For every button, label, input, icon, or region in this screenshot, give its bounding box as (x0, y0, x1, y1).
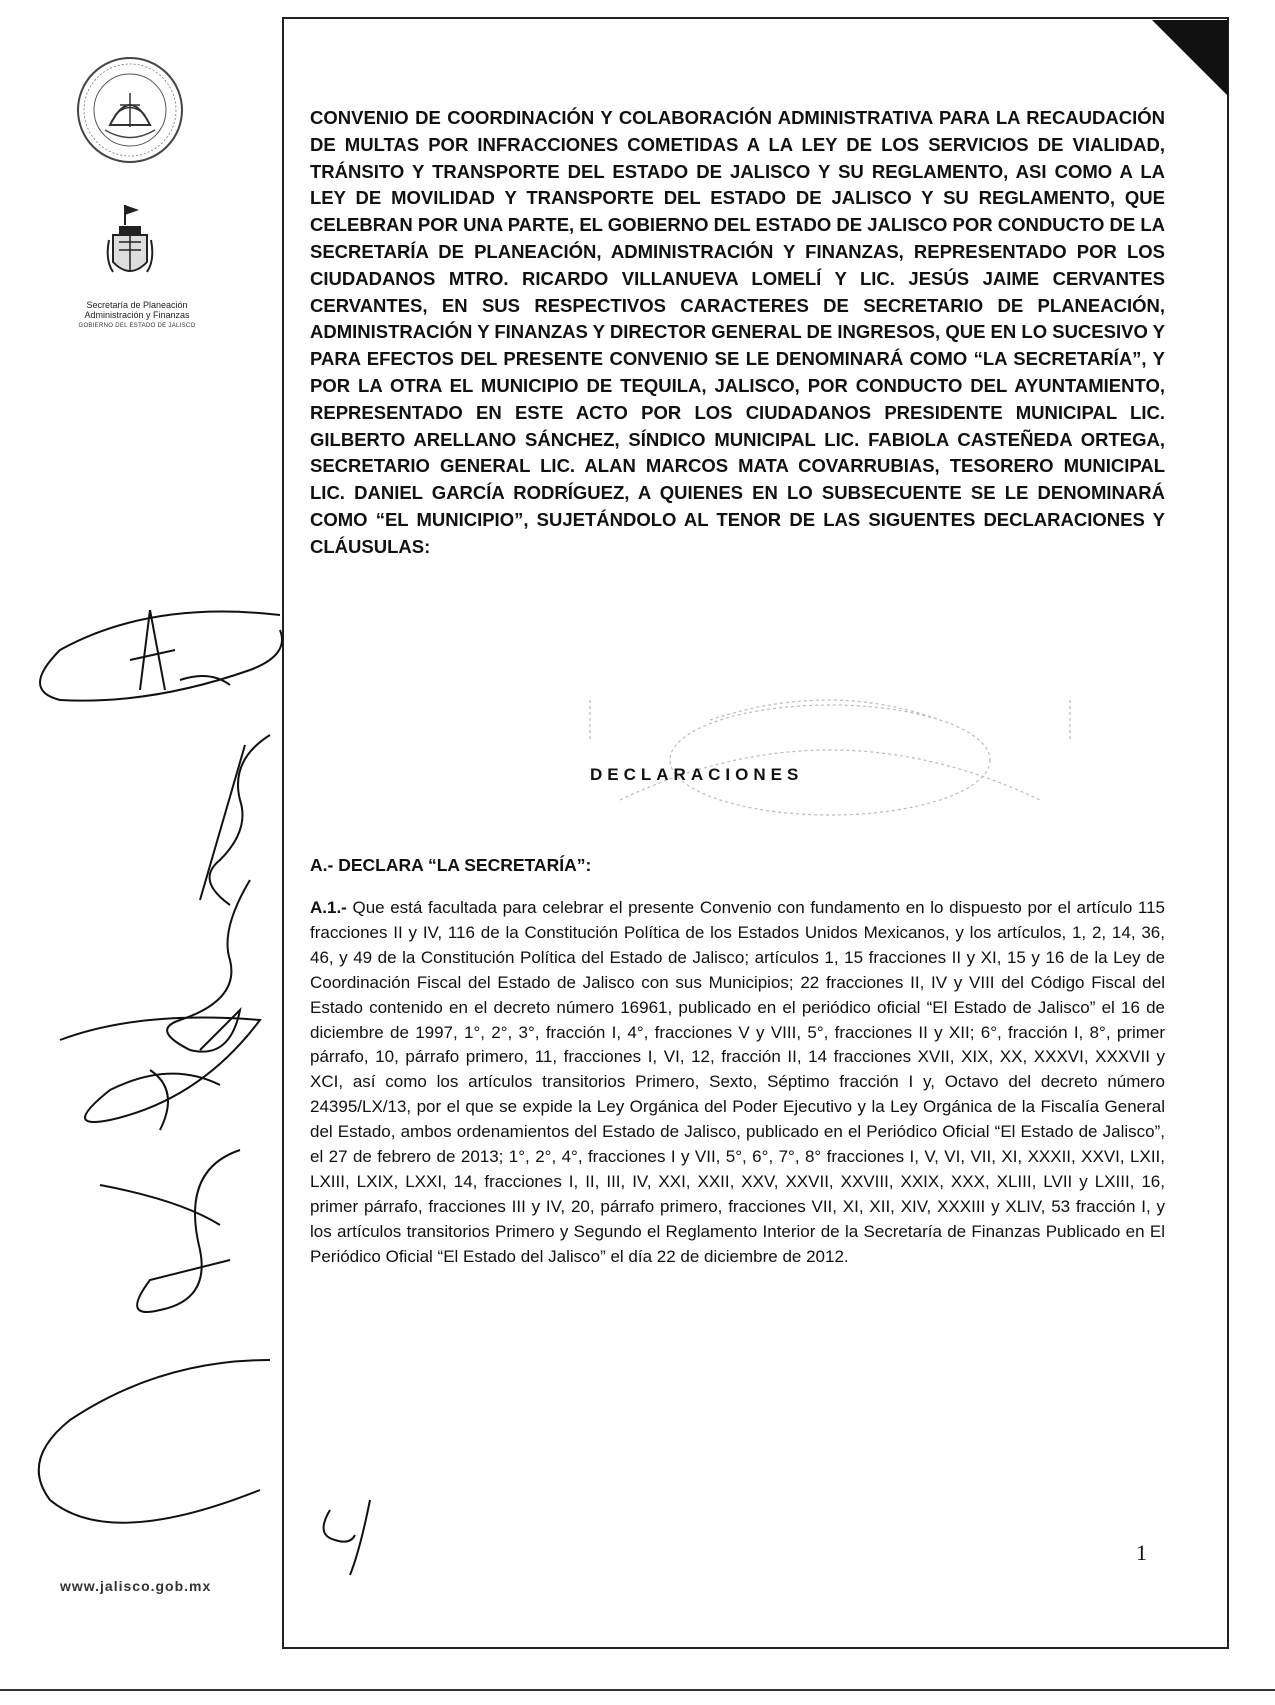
subsection-heading: A.- DECLARA “LA SECRETARÍA”: (310, 855, 592, 875)
signature-3 (167, 880, 250, 1052)
signature-1 (40, 612, 282, 701)
signature-2 (200, 735, 270, 905)
government-name: GOBIERNO DEL ESTADO DE JALISCO (78, 323, 196, 329)
margin-signatures (0, 0, 300, 1705)
signature-6 (39, 1360, 270, 1523)
page-number: 1 (1136, 1540, 1147, 1565)
section-heading: DECLARACIONES (590, 765, 804, 784)
document-title: CONVENIO DE COORDINACIÓN Y COLABORACIÓN ADMINISTRATIVA PARA LA RECAUDACIÓN DE MULTAS POR INFRACCIONES COMETIDAS A LA LEY DE LOS SERVICIOS DE VIALIDAD, TRÁNSITO Y TRANSPORTE DEL ESTADO DE JALISCO Y SU REGLAMENTO, ASI COMO A LA LEY DE MOVILIDAD Y TRANSPORTE DEL ESTADO DE JALISCO Y SU REGLAMENTO, QUE CELEBRAN POR UNA PARTE, EL GOBIERNO DEL ESTADO DE JALISCO POR CONDUCTO DE LA SECRETARÍA DE PLANEACIÓN, ADMINISTRACIÓN Y FINANZAS, REPRESENTADO POR LOS CIUDADANOS MTRO. RICARDO VILLANUEVA LOMELÍ Y LIC. JESÚS JAIME CERVANTES CERVANTES, EN SUS RESPECTIVOS CARACTERES DE SECRETARIO DE PLANEACIÓN, ADMINISTRACIÓN Y FINANZAS Y DIRECTOR GENERAL DE INGRESOS, QUE EN LO SUCESIVO Y PARA EFECTOS DEL PRESENTE CONVENIO SE LE DENOMINARÁ COMO “LA SECRETARÍA”, Y POR LA OTRA EL MUNICIPIO DE TEQUILA, JALISCO, POR CONDUCTO DEL AYUNTAMIENTO, REPRESENTADO EN ESTE ACTO POR LOS CIUDADANOS PRESIDENTE MUNICIPAL LIC. GILBERTO ARELLANO SÁNCHEZ, SÍNDICO MUNICIPAL LIC. FABIOLA CASTEÑEDA ORTEGA, SECRETARIO GENERAL LIC. ALAN MARCOS MATA COVARRUBIAS, TESORERO MUNICIPAL LIC. DANIEL GARCÍA RODRÍGUEZ, A QUIENES EN LO SUBSECUENTE SE LE DENOMINARÁ COMO “EL MUNICIPIO”, SUJETÁNDOLO AL TENOR DE LAS SIGUENTES DECLARACIONES Y CLÁUSULAS: (310, 107, 1165, 557)
initial-signature (310, 1490, 410, 1580)
faint-stamp (560, 680, 1100, 830)
folded-corner-mark (1150, 18, 1230, 98)
clause-text: Que está facultada para celebrar el presente Convenio con fundamento en lo dispuesto por el artículo 115 fracciones II y IV, 116 de la Constitución Política de los Estados Unidos Mexicanos, y los artículos, 1, 2, 14, 36, 46, y 49 de la Constitución Política del Estado de Jalisco; artículos 1, 15 fracciones II y XI, 15 y 16 de la Ley de Coordinación Fiscal del Estado de Jalisco con sus Municipios; 22 fracciones II, IV y VIII del Código Fiscal del Estado contenido en el decreto número 16961, publicado en el periódico oficial “El Estado de Jalisco” el 16 de diciembre de 1997, 1°, 2°, 3°, fracción I, 4°, fracciones V y VIII, 5°, fracciones II y XII; 6°, fracción I, 8°, primer párrafo, 10, párrafo primero, 11, fracciones I, VI, 12, fracción II, 14 fracciones XVII, XIX, XX, XXXVI, XXXVII y XCI, así como los artículos transitorios Primero, Sexto, Séptimo fracción I y, Octavo del decreto número 24395/LX/13, por el que se expide la Ley Orgánica del Poder Ejecutivo y la Ley Orgánica de la Fiscalía General del Estado, ambos ordenamientos del Estado de Jalisco, publicado en el Periódico Oficial “El Estado de Jalisco”, el 27 de febrero de 2013; 1°, 2°, 4°, fracciones I y VII, 5°, 6°, 7°, 8° fracciones I, V, VI, VII, XI, XXXII, XXVI, LXII, LXIII, LXIX, LXXI, 14, fracciones I, II, III, IV, XXI, XXII, XXV, XXVII, XXVIII, XXIX, XXX, XLIII, LVII y LXIII, 16, primer párrafo, fracciones III y IV, 20, párrafo primero, fracciones VII, XI, XII, XIV, XXXIII y XLIV, 53 fracción I, y los artículos transitorios Primero y Segundo el Reglamento Interior de la Secretaría de Finanzas Publicado en El Periódico Oficial “El Estado del Jalisco” el día 22 de diciembre de 2012. (310, 898, 1165, 1266)
department-name: Secretaría de Planeación Administración y Finanzas (84, 300, 190, 320)
clause-a1 (310, 896, 1165, 1270)
clause-number: A.1.- (310, 898, 347, 917)
website-url: www.jalisco.gob.mx (60, 1578, 212, 1594)
signature-5 (137, 1150, 240, 1312)
signature-4 (60, 1018, 260, 1123)
